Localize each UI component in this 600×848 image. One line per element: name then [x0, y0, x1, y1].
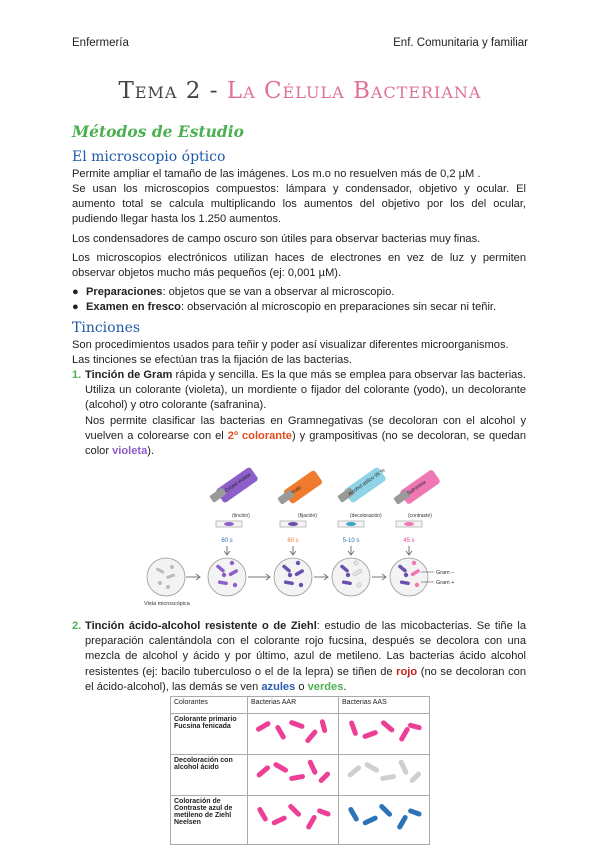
bacilli-blue: [342, 798, 426, 838]
list-text: rápida y sencilla. Es la que más se emplea para observar las bacterias. Utiliza un colorante (violeta), un mordiente o fijador del colorante (yodo), un decolorante (alcohol) y otro colorante (safranina).: [85, 369, 526, 412]
table-row: [171, 714, 430, 755]
time-label: 60 s: [221, 538, 233, 544]
slide: [396, 521, 422, 527]
list-number: 2.: [72, 620, 82, 632]
bullet-text: : objetos que se van a observar al microscopio.: [162, 286, 395, 298]
dish-caption: Vista microscópica: [144, 601, 190, 607]
dish-yodo: [274, 558, 312, 596]
title-part-1: Tema 2 -: [118, 78, 227, 104]
table-header-cell: Bacterias AAR: [248, 697, 339, 714]
step-label: (fijación): [298, 513, 317, 519]
paragraph-1: Permite ampliar el tamaño de las imágenes. Los m.o no resuelven más de 0,2 µM .: [72, 168, 481, 180]
step-label: (tinción): [232, 513, 250, 519]
arrow-icon: [348, 546, 354, 555]
slide: [338, 521, 364, 527]
header-right: Enf. Comunitaria y familiar: [393, 37, 528, 49]
aas-cell: [339, 796, 430, 845]
aar-cell: [248, 714, 339, 755]
bottle-yodo: [277, 470, 323, 505]
step-label: (decoloración): [350, 513, 382, 519]
legend-gram-pos: Gram +: [436, 580, 455, 586]
page-title: [0, 78, 600, 104]
highlight-azules: azules: [261, 680, 296, 693]
bacilli-pink: [251, 716, 335, 750]
aas-cell: [339, 714, 430, 755]
list-text: o: [295, 680, 308, 693]
arrow-icon: [186, 574, 200, 580]
list-term: Tinción de Gram: [85, 369, 173, 381]
aas-cell: [339, 755, 430, 796]
bullet-term: Examen en fresco: [86, 301, 181, 313]
list-term: Tinción ácido-alcohol resistente o de Ziehl: [85, 620, 317, 632]
table-row-label: Coloración de Contraste azul de metileno de Ziehl Neelsen: [171, 796, 248, 845]
dish-alcohol: [332, 558, 370, 596]
list-text: (no se decoloran con el ácido-alcohol), las demás se ven: [85, 665, 526, 693]
time-label: 5-10 s: [342, 538, 360, 544]
dish-initial: [147, 558, 185, 596]
paragraph-3: Los condensadores de campo oscuro son útiles para observar bacterias muy finas.: [72, 233, 481, 245]
bullet-dot: ●: [72, 286, 79, 298]
bottle-crystal-violet: [209, 467, 259, 504]
table-header-cell: Bacterias AAS: [339, 697, 430, 714]
list-text: .: [343, 680, 347, 693]
arrow-icon: [248, 574, 270, 580]
paragraph-6: Las tinciones se efectúan tras la fijación de las bacterias.: [72, 354, 352, 366]
bottle-label: Yodo: [290, 484, 303, 497]
table-row: [171, 755, 430, 796]
paragraph-4: Los microscopios electrónicos utilizan haces de electrones en vez de luz y permiten observar objetos mucho más pequeños (ej: 0,001 µM).: [72, 252, 526, 280]
table-row-label: Colorante primario Fucsina fenicada: [171, 714, 248, 755]
bullet-dot: ●: [72, 301, 79, 313]
table-row: [171, 796, 430, 845]
bullet-item: [72, 300, 526, 315]
highlight-rojo: rojo: [396, 665, 418, 678]
bottle-label: Cristal violeta: [224, 471, 253, 495]
table-row-label: Decoloración con alcohol ácido: [171, 755, 248, 796]
list-number: 1.: [72, 369, 82, 381]
bullet-item: [72, 285, 526, 300]
arrow-icon: [314, 574, 328, 580]
bacilli-pink: [251, 798, 335, 838]
list-item-ziehl: [72, 619, 526, 695]
highlight-verdes: verdes: [307, 680, 344, 693]
arrow-icon: [406, 546, 412, 555]
bullet-term: Preparaciones: [86, 286, 163, 298]
bacilli-pink: [342, 716, 426, 750]
highlight-segundo-colorante: 2º colorante: [227, 429, 292, 442]
header-left: Enfermería: [72, 37, 129, 49]
dish-safranina: [390, 558, 428, 596]
paragraph-5: Son procedimientos usados para teñir y poder así visualizar diferentes microorganismos.: [72, 339, 509, 351]
step-label: (contraste): [408, 513, 432, 519]
bottle-safranina: [393, 469, 441, 505]
slide: [216, 521, 242, 527]
aar-cell: [248, 755, 339, 796]
subheading-tinciones: Tinciones: [72, 320, 141, 336]
list-text: : estudio de las micobacterias. Se tiñe la preparación calentándola con el colorante rojo fucsina, después se decolora con una mezcla de alcohol y ácido y por último, azul de metileno. Las bacterias ácido alcohol resistentes (ej: bacilo tuberculoso o el de la lepra) se tiñen de: [85, 620, 526, 678]
arrow-icon: [224, 546, 230, 555]
arrow-icon: [290, 546, 296, 555]
ziehl-table: [170, 696, 430, 845]
list-text: ).: [147, 445, 155, 458]
bacilli-gray: [342, 757, 426, 791]
bacilli-pink: [251, 757, 335, 791]
legend-gram-neg: Gram –: [436, 570, 455, 576]
list-text: ) y grampositivas (no se decoloran, se quedan color: [85, 429, 526, 458]
list-item-gram: [72, 368, 526, 459]
list-text: Nos permite clasificar las bacterias en Gramnegativas (se decoloran con el alcohol y vuelven a colorearse con el: [85, 414, 526, 442]
aar-cell: [248, 796, 339, 845]
section-heading-metodos: Métodos de Estudio: [72, 122, 244, 141]
bullet-text: : observación al microscopio en preparaciones sin secar ni teñir.: [180, 301, 497, 313]
paragraph-2: Se usan los microscopios compuestos: lámpara y condensador, objetivo y ocular. El aumento total se calcula multiplicando los aumentos del objetivo por los del ocular, pudiendo llegar hasta los 1.250 aumentos.: [72, 183, 526, 226]
slide: [280, 521, 306, 527]
bottle-alcohol: [337, 467, 387, 504]
table-header-cell: Colorantes: [171, 697, 248, 714]
table-header-row: [171, 697, 430, 714]
bottle-label: Safranina: [406, 479, 428, 497]
subheading-microscopio: El microscopio óptico: [72, 149, 226, 165]
dish-violeta: [208, 558, 246, 596]
arrow-icon: [372, 574, 386, 580]
bottle-label: Alcohol etílico 95 %: [347, 467, 387, 498]
title-part-2: La Célula Bacteriana: [226, 78, 482, 104]
highlight-violeta: violeta: [112, 445, 148, 458]
time-label: 60 s: [287, 538, 299, 544]
gram-stain-figure: [138, 467, 462, 607]
time-label: 45 s: [403, 538, 415, 544]
